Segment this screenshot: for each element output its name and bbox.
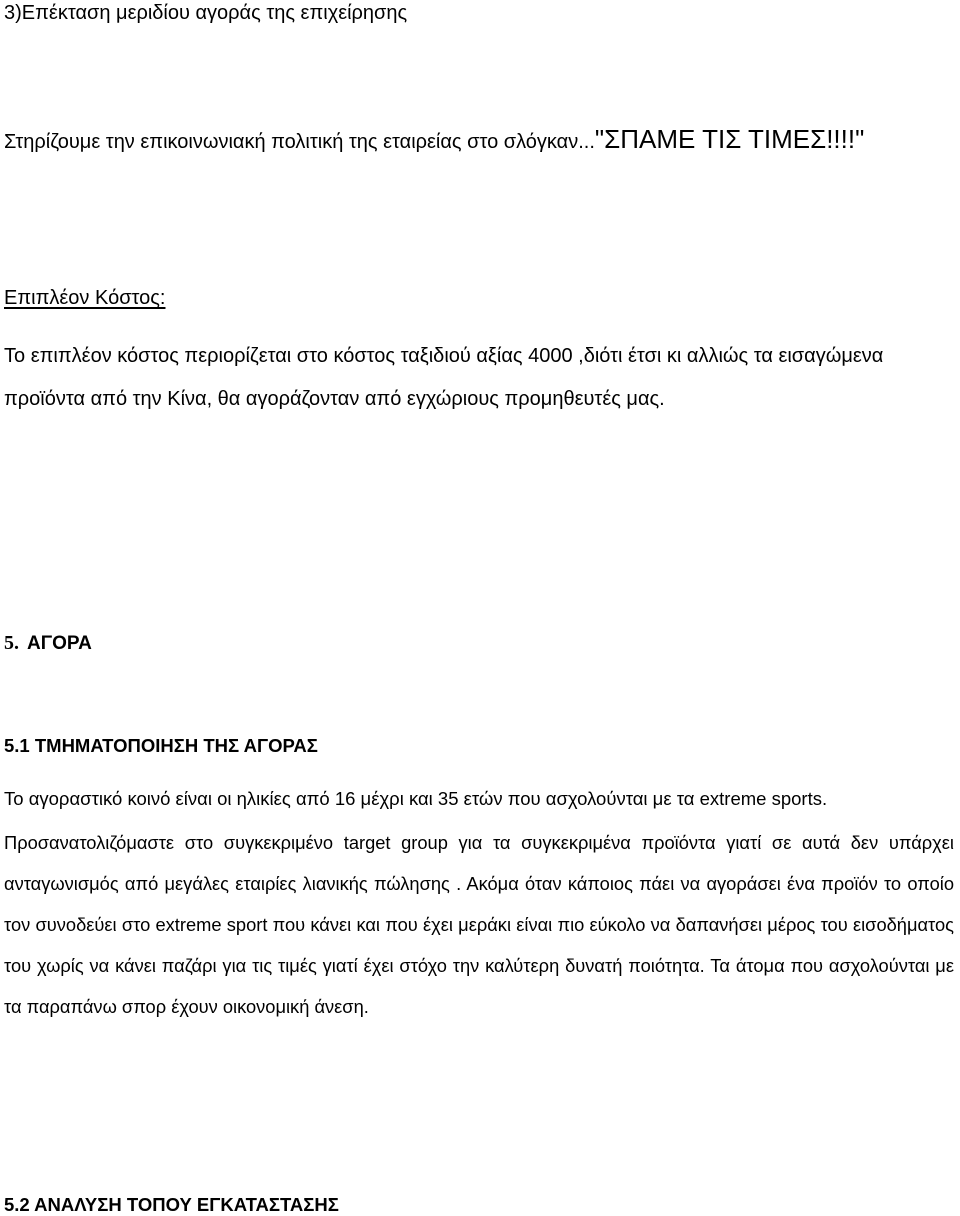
extra-cost-line-1: Το επιπλέον κόστος περιορίζεται στο κόστος ταξιδιού αξίας 4000 ,διότι έτσι κι αλλιώς τα εισαγώμενα: [4, 345, 884, 367]
slogan-line: [4, 124, 864, 155]
slogan-text: "ΣΠΑΜΕ ΤΙΣ ΤΙΜΕΣ!!!!": [594, 124, 865, 154]
section-5-1-paragraph: Προσανατολιζόμαστε στο συγκεκριμένο target group για τα συγκεκριμένα προϊόντα γιατί σε αυτά δεν υπάρχει ανταγωνισμός από μεγάλες εταιρίες λιανικής πώλησης . Ακόμα όταν κάποιος πάει να αγοράσει ένα προϊόν το οποίο τον συνοδεύει στο extreme sport που κάνει και που έχει μεράκι είναι πιο εύκολο να δαπανήσει μέρος του εισοδήματος του χωρίς να κάνει παζάρι για τις τιμές γιατί έχει στόχο την καλύτερη δυνατή ποιότητα. Τα άτομα που ασχολούνται με τα παραπάνω σπορ έχουν οικονομική άνεση.: [4, 832, 954, 1017]
slogan-intro: Στηρίζουμε την επικοινωνιακή πολιτική της εταιρείας στο σλόγκαν: [4, 131, 579, 153]
extra-cost-line-2: προϊόντα από την Κίνα, θα αγοράζονταν από εγχώριους προμηθευτές μας.: [4, 388, 665, 410]
section-3-heading: 3)Επέκταση μεριδίου αγοράς της επιχείρησης: [4, 2, 408, 24]
section-5-heading: [4, 632, 92, 655]
section-5-1-line-1: Το αγοραστικό κοινό είναι οι ηλικίες από 16 μέχρι και 35 ετών που ασχολούνται με τα extreme sports.: [4, 788, 828, 809]
slogan-ellipsis: ...: [578, 131, 595, 153]
section-5-2-heading: 5.2 ΑΝΑΛΥΣΗ ΤΟΠΟΥ ΕΓΚΑΤΑΣΤΑΣΗΣ: [4, 1194, 339, 1215]
extra-cost-heading: Επιπλέον Κόστος:: [4, 287, 166, 309]
section-5-title: ΑΓΟΡΑ: [27, 633, 92, 654]
section-5-1-heading: 5.1 ΤΜΗΜΑΤΟΠΟΙΗΣΗ ΤΗΣ ΑΓΟΡΑΣ: [4, 735, 318, 756]
section-5-number: 5.: [4, 632, 19, 654]
